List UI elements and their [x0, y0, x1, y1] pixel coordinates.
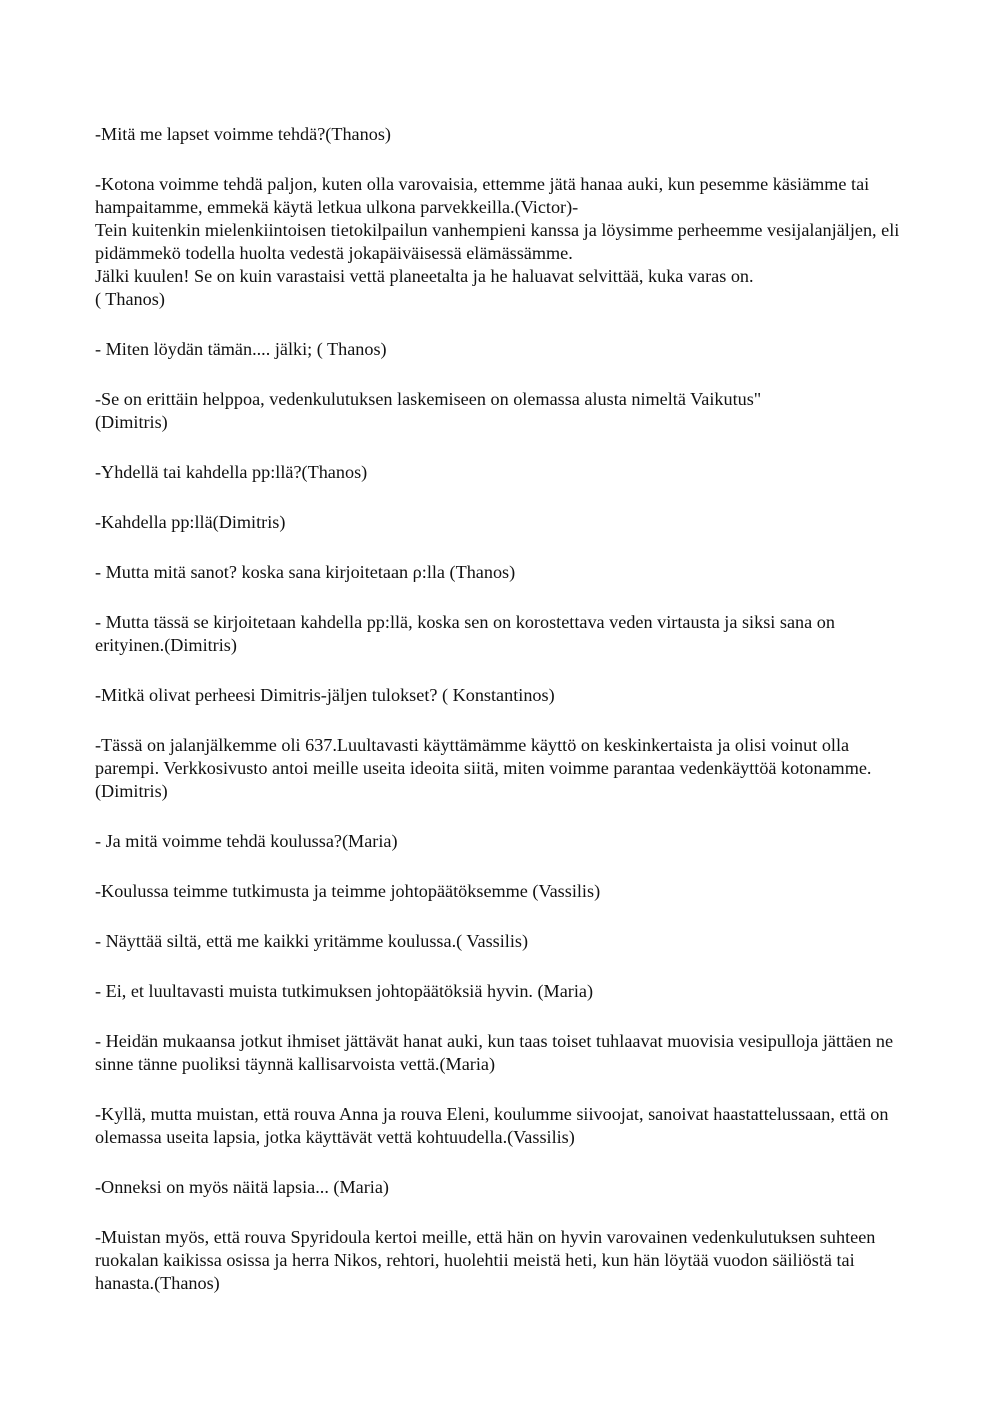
- dialogue-line-9: -Mitkä olivat perheesi Dimitris-jäljen tulokset? ( Konstantinos): [95, 685, 555, 705]
- dialogue-line-7: - Mutta mitä sanot? koska sana kirjoitetaan ρ:lla (Thanos): [95, 562, 516, 582]
- dialogue-line-17: -Onneksi on myös näitä lapsia... (Maria): [95, 1177, 389, 1197]
- dialogue-line-8: - Mutta tässä se kirjoitetaan kahdella pp:llä, koska sen on korostettava veden virtausta ja siksi sana on erityinen.(Dimitris): [95, 612, 835, 655]
- dialogue-line-10: -Tässä on jalanjälkemme oli 637.Luultavasti käyttämämme käyttö on keskinkertaista ja olisi voinut olla parempi. Verkkosivusto antoi meille useita ideoita siitä, miten voimme parantaa vedenkäyttöä kotonamme.(Dimitris): [95, 735, 872, 801]
- dialogue-line-4: -Se on erittäin helppoa, vedenkulutuksen laskemiseen on olemassa alusta nimeltä Vaikutus" (Dimitris): [95, 389, 762, 432]
- dialogue-line-1: -Mitä me lapset voimme tehdä?(Thanos): [95, 124, 391, 144]
- dialogue-line-2: -Kotona voimme tehdä paljon, kuten olla varovaisia, ettemme jätä hanaa auki, kun pesemme käsiämme tai hampaitamme, emmekä käytä letkua ulkona parvekkeilla.(Victor)- Tein kuitenkin mielenkiintoisen tietokilpailun vanhempieni kanssa ja löysimme perheemme vesijalanjäljen, eli pidämmekö todella huolta vedestä jokapäiväisessä elämässämme. Jälki kuulen! Se on kuin varastaisi vettä planeetalta ja he haluavat selvittää, kuka varas on. ( Thanos): [95, 174, 900, 309]
- dialogue-line-14: - Ei, et luultavasti muista tutkimuksen johtopäätöksiä hyvin. (Maria): [95, 981, 594, 1001]
- dialogue-line-15: - Heidän mukaansa jotkut ihmiset jättävät hanat auki, kun taas toiset tuhlaavat muovisia vesipulloja jättäen ne sinne tänne puoliksi täynnä kallisarvoista vettä.(Maria): [95, 1031, 894, 1074]
- dialogue-line-13: - Näyttää siltä, että me kaikki yritämme koulussa.( Vassilis): [95, 931, 529, 951]
- dialogue-line-18: -Muistan myös, että rouva Spyridoula kertoi meille, että hän on hyvin varovainen vedenkulutuksen suhteen ruokalan kaikissa osissa ja herra Nikos, rehtori, huolehtii meistä heti, kun hän löytää vuodon säiliöstä tai hanasta.(Thanos): [95, 1227, 876, 1293]
- dialogue-line-11: - Ja mitä voimme tehdä koulussa?(Maria): [95, 831, 398, 851]
- dialogue-line-16: -Kyllä, mutta muistan, että rouva Anna ja rouva Eleni, koulumme siivoojat, sanoivat haastattelussaan, että on olemassa useita lapsia, jotka käyttävät vettä kohtuudella.(Vassilis): [95, 1104, 889, 1147]
- dialogue-line-6: -Kahdella pp:llä(Dimitris): [95, 512, 286, 532]
- dialogue-line-12: -Koulussa teimme tutkimusta ja teimme johtopäätöksemme (Vassilis): [95, 881, 601, 901]
- dialogue-line-3: - Miten löydän tämän.... jälki; ( Thanos): [95, 339, 387, 359]
- document-body: [95, 123, 905, 1295]
- dialogue-line-5: -Yhdellä tai kahdella pp:llä?(Thanos): [95, 462, 368, 482]
